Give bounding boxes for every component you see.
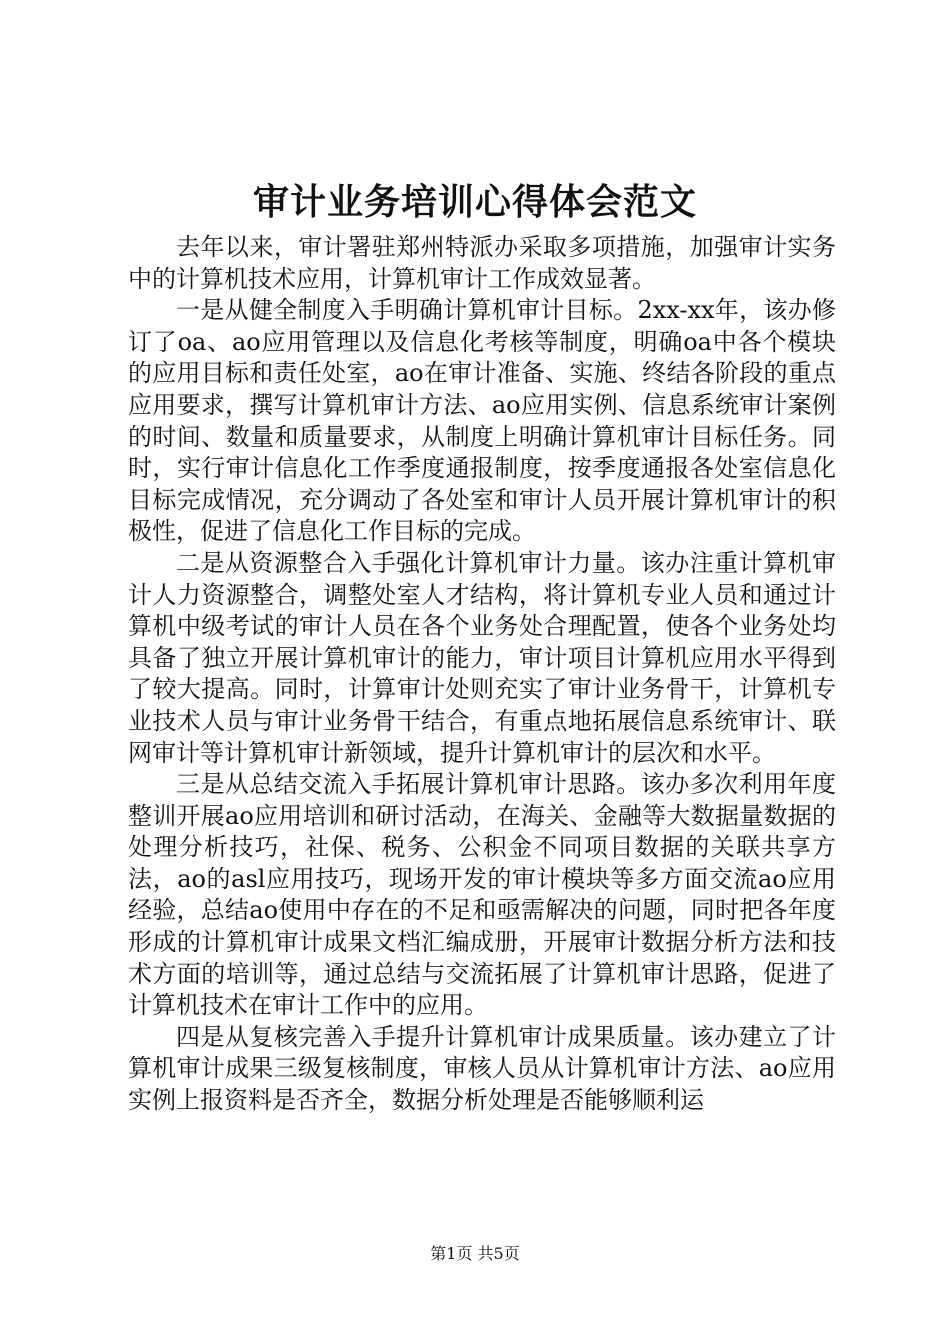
page-number-footer: 第1页 共5页 (430, 1244, 520, 1263)
paragraph-point-four: 四是从复核完善入手提升计算机审计成果质量。该办建立了计算机审计成果三级复核制度，审核人员从计算机审计方法、ao应用实例上报资料是否齐全，数据分析处理是否能够顺利运 (128, 1022, 836, 1115)
paragraph-point-two: 二是从资源整合入手强化计算机审计力量。该办注重计算机审计人力资源整合，调整处室人才结构，将计算机专业人员和通过计算机中级考试的审计人员在各个业务处合理配置，使各个业务处均具备了独立开展计算机审计的能力，审计项目计算机应用水平得到了较大提高。同时，计算审计处则充实了审计业务骨干，计算机专业技术人员与审计业务骨干结合，有重点地拓展信息系统审计、联网审计等计算机审计新领域，提升计算机审计的层次和水平。 (128, 548, 836, 767)
paragraph-point-one: 一是从健全制度入手明确计算机审计目标。2xx-xx年，该办修订了oa、ao应用管理以及信息化考核等制度，明确oa中各个模块的应用目标和责任处室，ao在审计准备、实施、终结各阶段的重点应用要求，撰写计算机审计方法、ao应用实例、信息系统审计案例的时间、数量和质量要求，从制度上明确计算机审计目标任务。同时，实行审计信息化工作季度通报制度，按季度通报各处室信息化目标完成情况，充分调动了各处室和审计人员开展计算机审计的积极性，促进了信息化工作目标的完成。 (128, 296, 836, 546)
paragraph-point-three: 三是从总结交流入手拓展计算机审计思路。该办多次利用年度整训开展ao应用培训和研讨活动，在海关、金融等大数据量数据的处理分析技巧，社保、税务、公积金不同项目数据的关联共享方法，ao的asl应用技巧，现场开发的审计模块等多方面交流ao应用经验，总结ao使用中存在的不足和亟需解决的问题，同时把各年度形成的计算机审计成果文档汇编成册，开展审计数据分析方法和技术方面的培训等，通过总结与交流拓展了计算机审计思路，促进了计算机技术在审计工作中的应用。 (128, 770, 836, 1020)
page-title: 审计业务培训心得体会范文 (252, 181, 697, 223)
paragraph-intro: 去年以来，审计署驻郑州特派办采取多项措施，加强审计实务中的计算机技术应用，计算机审计工作成效显著。 (128, 233, 836, 293)
document-body (128, 232, 836, 1117)
